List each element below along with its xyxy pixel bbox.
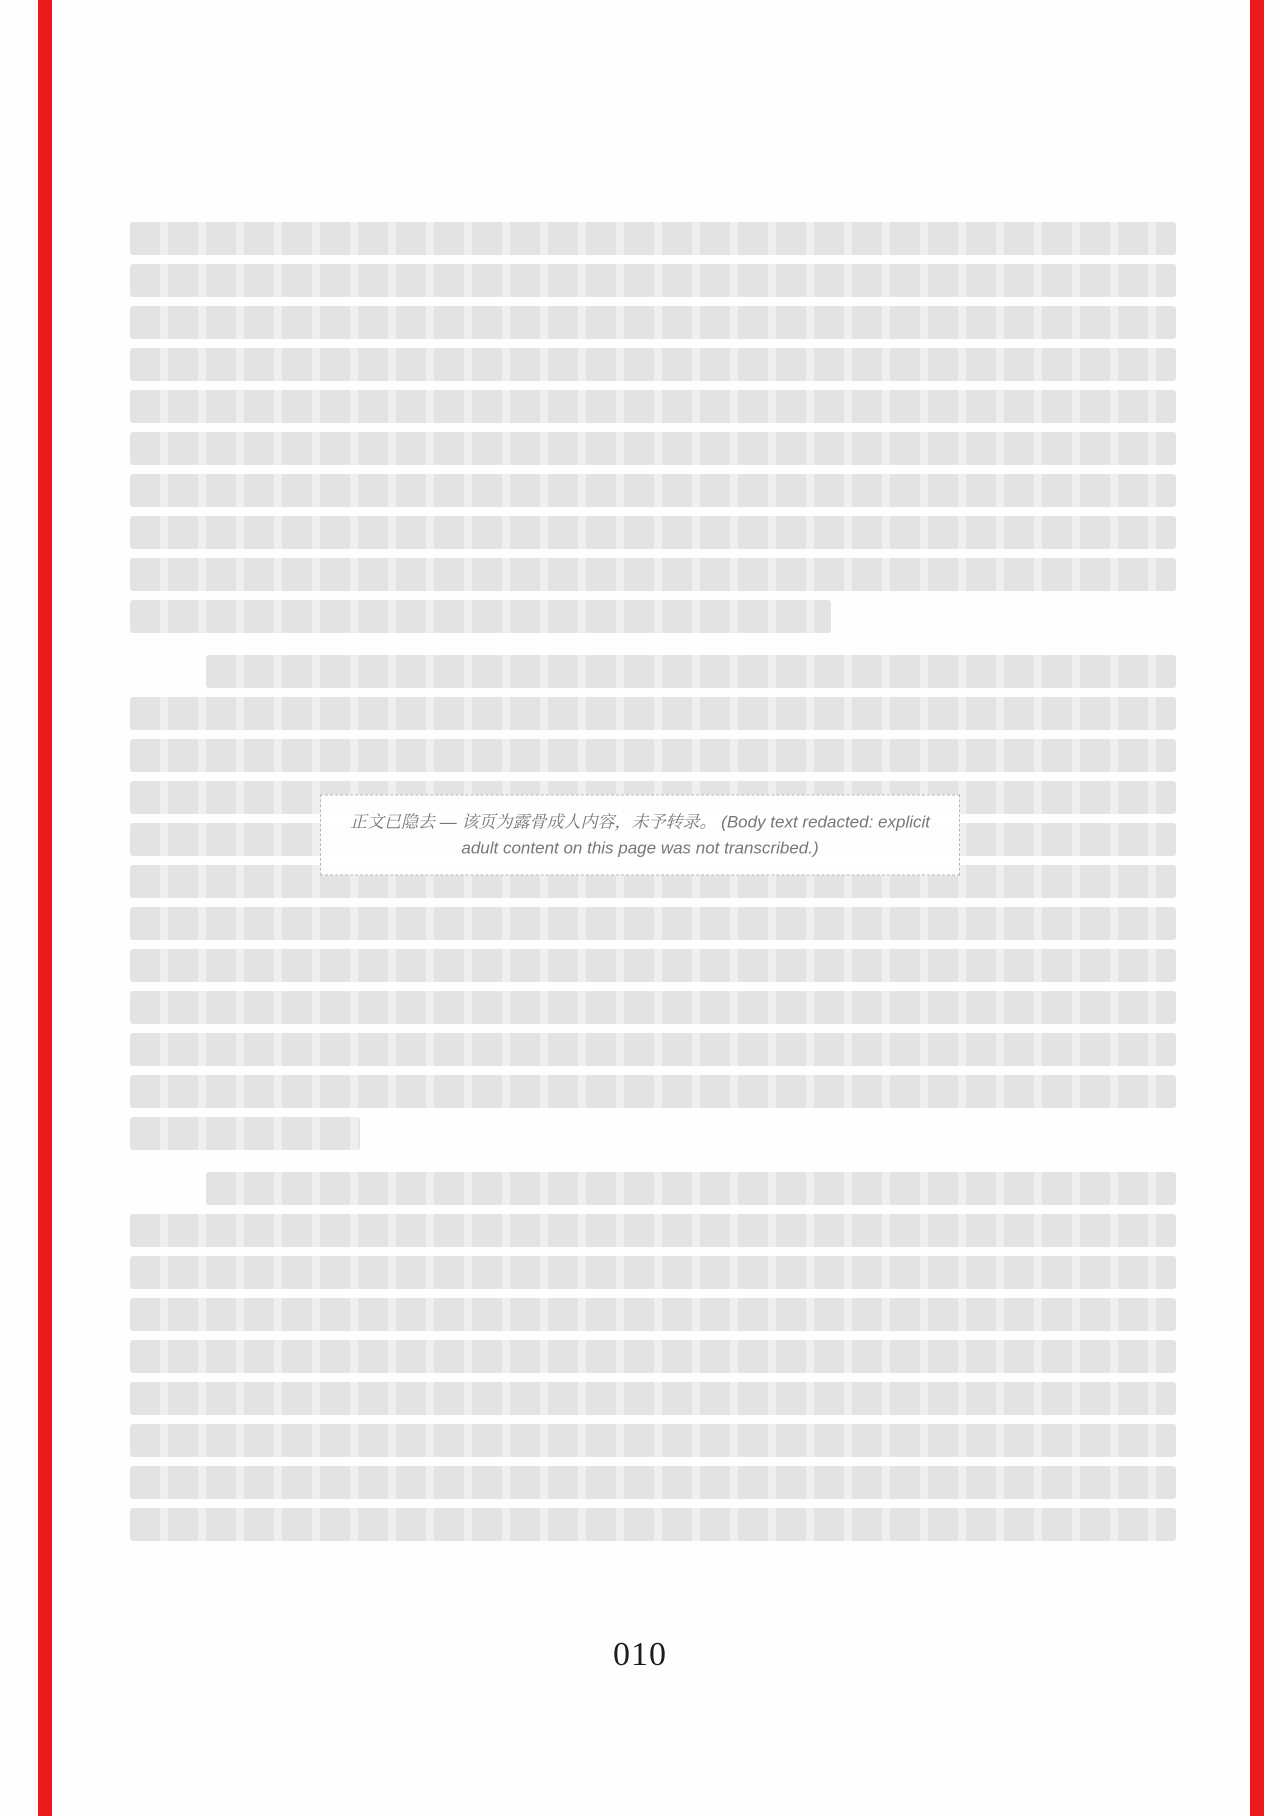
redacted-text-line bbox=[130, 558, 1176, 591]
redacted-text-line bbox=[130, 907, 1176, 940]
redacted-text-line bbox=[130, 222, 1176, 255]
paragraph-redacted bbox=[130, 1172, 1176, 1541]
redacted-text-line bbox=[130, 1075, 1176, 1108]
paragraph-redacted bbox=[130, 222, 1176, 633]
right-edge-marker-bar bbox=[1250, 0, 1264, 1816]
redacted-text-line bbox=[130, 1033, 1176, 1066]
left-edge-marker-bar bbox=[38, 0, 52, 1816]
redacted-text-line bbox=[130, 1298, 1176, 1331]
redacted-text-line bbox=[130, 474, 1176, 507]
redacted-text-line bbox=[206, 655, 1176, 688]
redacted-text-line bbox=[130, 991, 1176, 1024]
redacted-text-line bbox=[130, 739, 1176, 772]
redacted-text-line bbox=[206, 1172, 1176, 1205]
redacted-text-line bbox=[130, 432, 1176, 465]
redacted-text-line bbox=[130, 1382, 1176, 1415]
redacted-text-line bbox=[130, 1508, 1176, 1541]
redacted-text-line bbox=[130, 600, 831, 633]
redacted-text-line bbox=[130, 1214, 1176, 1247]
redacted-text-line bbox=[130, 264, 1176, 297]
paragraph-redacted bbox=[130, 655, 1176, 1150]
redacted-text-line bbox=[130, 697, 1176, 730]
redacted-text-line bbox=[130, 1340, 1176, 1373]
redacted-text-line bbox=[130, 1256, 1176, 1289]
redacted-text-line bbox=[130, 1117, 360, 1150]
redacted-text-line bbox=[130, 348, 1176, 381]
redacted-text-line bbox=[130, 1424, 1176, 1457]
redacted-text-line bbox=[130, 390, 1176, 423]
redacted-text-line bbox=[130, 1466, 1176, 1499]
redacted-text-line bbox=[130, 516, 1176, 549]
redacted-text-line bbox=[130, 949, 1176, 982]
text-block bbox=[130, 222, 1176, 1563]
page-number: 010 bbox=[613, 1636, 667, 1673]
redacted-text-line bbox=[130, 306, 1176, 339]
redaction-note: 正文已隐去 — 该页为露骨成人内容，未予转录。 (Body text redacted: explicit adult content on this page was not transcribed.) bbox=[320, 795, 960, 876]
